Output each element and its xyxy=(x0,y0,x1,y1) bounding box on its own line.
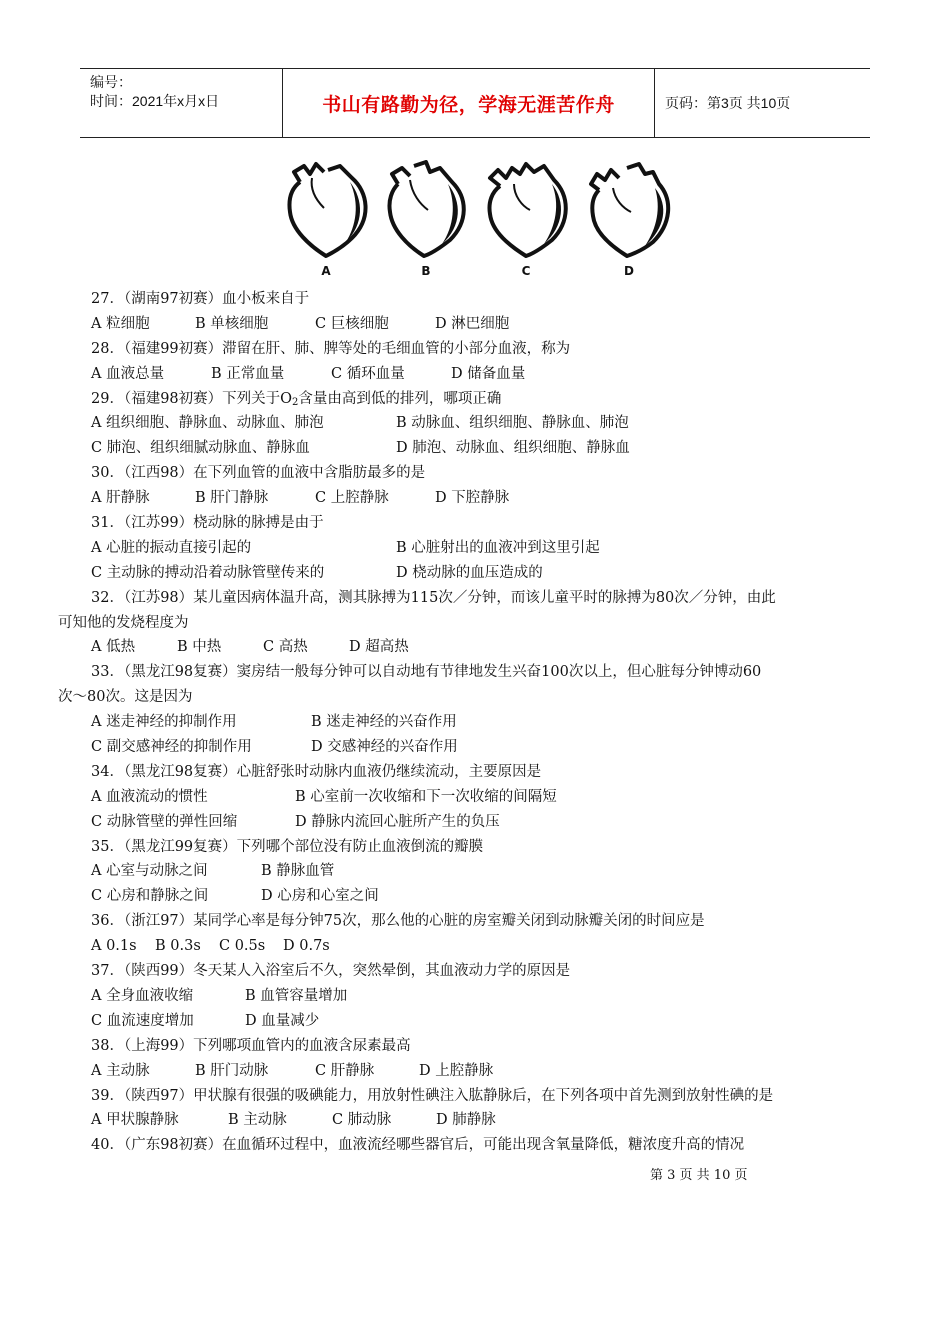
answer-option-c: C 肺动脉 xyxy=(332,1112,392,1129)
option-row xyxy=(58,561,894,586)
subscript: 2 xyxy=(292,396,299,408)
answer-option-c: C 高热 xyxy=(263,639,308,656)
option-row xyxy=(58,810,894,835)
header-meta xyxy=(80,69,282,137)
question-stem: 36．（浙江97）某同学心率是每分钟75次，那么他的心脏的房室瓣关闭到动脉瓣关闭的时间应是 xyxy=(91,913,705,930)
question-stem-text: 含量由高到低的排列，哪项正确 xyxy=(298,390,502,407)
question-stem-text: 29．（福建98初赛）下列关于O xyxy=(91,390,293,407)
heart-a-drawing xyxy=(280,160,372,260)
option-row xyxy=(58,984,894,1009)
answer-option-c: C 血流速度增加 xyxy=(91,1012,194,1029)
answer-option-c: C 副交感神经的抑制作用 xyxy=(91,739,252,756)
answer-option-b: B 心脏射出的血液冲到这里引起 xyxy=(396,539,600,556)
option-row xyxy=(58,362,894,387)
option-row xyxy=(58,735,894,760)
option-row xyxy=(58,411,894,436)
question-stem: 39．（陕西97）甲状腺有很强的吸碘能力，用放射性碘注入肱静脉后，在下列各项中首先测到放射性碘的是 xyxy=(91,1087,774,1104)
heart-diagram-d xyxy=(583,160,675,282)
answer-option-b: B 中热 xyxy=(177,639,222,656)
option-row xyxy=(58,710,894,735)
question-stem-continued: 次～80次。这是因为 xyxy=(58,689,193,706)
answer-option-a: A 粒细胞 xyxy=(91,315,150,332)
answer-option-a: A 心脏的振动直接引起的 xyxy=(91,539,252,556)
header-motto: 书山有路勤为径，学海无涯苦作舟 xyxy=(282,69,655,137)
answer-option-b: B 肝门动脉 xyxy=(195,1062,269,1079)
heart-label-a: A xyxy=(321,264,331,278)
heart-diagram-c xyxy=(480,160,572,282)
heart-label-c: C xyxy=(521,264,531,278)
answer-option-a: A 迷走神经的抑制作用 xyxy=(91,714,237,731)
answer-option-d: D 0.7s xyxy=(283,938,330,955)
answer-option-b: B 肝门静脉 xyxy=(195,490,269,507)
header-page-info: 页码：第3页 共10页 xyxy=(665,95,791,111)
option-row xyxy=(58,934,894,959)
question-stem: 40．（广东98初赛）在血循环过程中，血液流经哪些器官后，可能出现含氧量降低，糖浓度升高的情况 xyxy=(91,1137,745,1154)
answer-option-b: B 单核细胞 xyxy=(195,315,269,332)
answer-option-d: D 上腔静脉 xyxy=(419,1062,494,1079)
answer-option-b: B 主动脉 xyxy=(228,1112,287,1129)
heart-label-b: B xyxy=(421,264,431,278)
answer-option-a: A 血液流动的惯性 xyxy=(91,788,208,805)
question-q39 xyxy=(58,1084,894,1134)
option-row xyxy=(58,312,894,337)
option-row xyxy=(58,536,894,561)
answer-option-a: A 组织细胞、静脉血、动脉血、肺泡 xyxy=(91,415,324,432)
heart-diagram-a xyxy=(280,160,372,282)
answer-option-a: A 0.1s xyxy=(91,938,137,955)
question-q35 xyxy=(58,835,894,910)
answer-option-d: D 肺泡、动脉血、组织细胞、静脉血 xyxy=(396,440,630,457)
option-row xyxy=(58,859,894,884)
answer-option-d: D 血量减少 xyxy=(245,1012,320,1029)
question-q33 xyxy=(58,660,894,760)
serial-label: 编号： xyxy=(90,74,132,90)
page-header xyxy=(80,68,870,138)
answer-option-a: A 甲状腺静脉 xyxy=(91,1112,179,1129)
question-stem xyxy=(58,387,894,412)
answer-option-d: D 储备血量 xyxy=(451,365,526,382)
heart-d-drawing xyxy=(583,160,675,260)
option-row xyxy=(58,486,894,511)
answer-option-d: D 下腔静脉 xyxy=(435,490,510,507)
answer-option-d: D 交感神经的兴奋作用 xyxy=(311,739,458,756)
question-q27 xyxy=(58,287,894,337)
question-q32 xyxy=(58,586,894,661)
answer-option-b: B 心室前一次收缩和下一次收缩的间隔短 xyxy=(295,788,557,805)
answer-option-b: B 血管容量增加 xyxy=(245,987,348,1004)
question-q40 xyxy=(58,1133,894,1158)
heart-diagrams xyxy=(280,160,680,282)
answer-option-c: C 循环血量 xyxy=(331,365,405,382)
answer-option-c: C 0.5s xyxy=(219,938,266,955)
question-q30 xyxy=(58,461,894,511)
question-stem: 32．（江苏98）某儿童因病体温升高，测其脉搏为115次／分钟，而该儿童平时的脉搏为80次／分钟，由此 xyxy=(91,589,776,606)
answer-option-c: C 主动脉的搏动沿着动脉管壁传来的 xyxy=(91,564,325,581)
answer-option-c: C 上腔静脉 xyxy=(315,490,389,507)
option-row xyxy=(58,635,894,660)
option-row xyxy=(58,1009,894,1034)
answer-option-d: D 桡动脉的血压造成的 xyxy=(396,564,543,581)
answer-option-d: D 心房和心室之间 xyxy=(261,888,379,905)
answer-option-a: A 低热 xyxy=(91,639,136,656)
question-stem: 33．（黑龙江98复赛）窦房结一般每分钟可以自动地有节律地发生兴奋100次以上，但心脏每分钟博动60 xyxy=(91,664,762,681)
question-stem: 30．（江西98）在下列血管的血液中含脂肪最多的是 xyxy=(91,465,426,482)
question-q28 xyxy=(58,337,894,387)
question-q37 xyxy=(58,959,894,1034)
answer-option-c: C 肝静脉 xyxy=(315,1062,375,1079)
question-q36 xyxy=(58,909,894,959)
answer-option-c: C 心房和静脉之间 xyxy=(91,888,209,905)
answer-option-b: B 静脉血管 xyxy=(261,863,335,880)
question-stem: 37．（陕西99）冬天某人入浴室后不久，突然晕倒，其血液动力学的原因是 xyxy=(91,963,571,980)
page-footer: 第 3 页 共 10 页 xyxy=(650,1168,748,1183)
answer-option-a: A 主动脉 xyxy=(91,1062,150,1079)
answer-option-b: B 迷走神经的兴奋作用 xyxy=(311,714,457,731)
question-stem: 38．（上海99）下列哪项血管内的血液含尿素最高 xyxy=(91,1037,411,1054)
option-row xyxy=(58,436,894,461)
answer-option-b: B 动脉血、组织细胞、静脉血、肺泡 xyxy=(396,415,629,432)
time-label: 时间：2021年x月x日 xyxy=(90,93,220,109)
question-q34 xyxy=(58,760,894,835)
option-row xyxy=(58,1108,894,1133)
question-stem-continued: 可知他的发烧程度为 xyxy=(58,614,189,631)
answer-option-d: D 淋巴细胞 xyxy=(435,315,510,332)
question-q38 xyxy=(58,1034,894,1084)
heart-label-d: D xyxy=(624,264,634,278)
question-stem: 28．（福建99初赛）滞留在肝、肺、脾等处的毛细血管的小部分血液，称为 xyxy=(91,340,571,357)
heart-diagram-b xyxy=(380,160,472,282)
question-q31 xyxy=(58,511,894,586)
question-stem: 31．（江苏99）桡动脉的脉搏是由于 xyxy=(91,515,324,532)
answer-option-a: A 血液总量 xyxy=(91,365,165,382)
answer-option-c: C 动脉管壁的弹性回缩 xyxy=(91,813,238,830)
option-row xyxy=(58,884,894,909)
answer-option-a: A 肝静脉 xyxy=(91,490,150,507)
answer-option-d: D 超高热 xyxy=(349,639,409,656)
question-stem: 27．（湖南97初赛）血小板来自于 xyxy=(91,291,310,307)
heart-b-drawing xyxy=(380,160,472,260)
answer-option-c: C 肺泡、组织细腻动脉血、静脉血 xyxy=(91,440,310,457)
answer-option-a: A 全身血液收缩 xyxy=(91,987,194,1004)
question-q29 xyxy=(58,387,894,462)
question-list xyxy=(58,287,894,1158)
answer-option-b: B 正常血量 xyxy=(211,365,285,382)
option-row xyxy=(58,1059,894,1084)
answer-option-a: A 心室与动脉之间 xyxy=(91,863,208,880)
heart-c-drawing xyxy=(480,160,572,260)
answer-option-d: D 肺静脉 xyxy=(436,1112,496,1129)
option-row xyxy=(58,785,894,810)
answer-option-c: C 巨核细胞 xyxy=(315,315,389,332)
question-stem: 34．（黑龙江98复赛）心脏舒张时动脉内血液仍继续流动，主要原因是 xyxy=(91,763,542,780)
answer-option-b: B 0.3s xyxy=(155,938,201,955)
question-stem: 35．（黑龙江99复赛）下列哪个部位没有防止血液倒流的瓣膜 xyxy=(91,838,484,855)
answer-option-d: D 静脉内流回心脏所产生的负压 xyxy=(295,813,500,830)
